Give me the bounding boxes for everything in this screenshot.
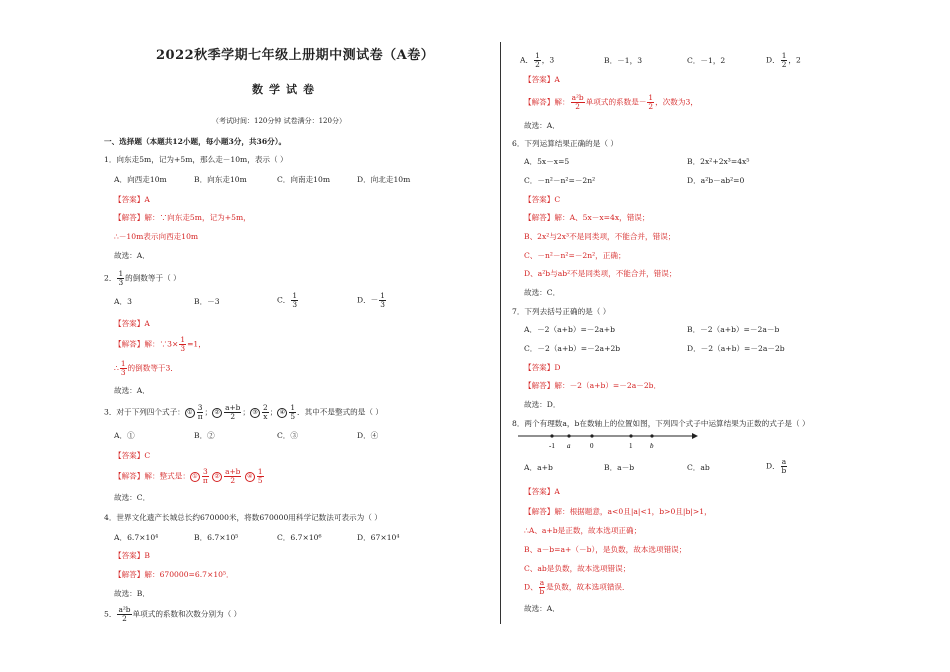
q3-option-a: A．① <box>114 431 135 440</box>
q8-analysis-5: D、 $\frac{a}{b}$ 是负数，故本选项错误． <box>524 578 630 596</box>
q5-analysis: 【解答】解： $\frac{\text{a²b}}{2}$ 单项式的系数是－ $\frac{1}{2}$ ，次数为3， <box>524 93 698 111</box>
q4-analysis: 【解答】解：670000=6.7×10⁵． <box>114 570 234 579</box>
q6-analysis-3: C、－n²－n²=－2n²，正确； <box>524 251 626 260</box>
tick-one <box>629 434 632 437</box>
q2-analysis: 【解答】解：∵3× $\frac{1}{3}$ =1， <box>114 335 206 353</box>
q6-analysis-2: B、2x²与2x³不是同类项，不能合并，错误； <box>524 232 676 241</box>
q8-option-c: C．ab <box>687 463 710 472</box>
number-line-arrow <box>692 433 698 439</box>
exam-meta: （考试时间：120分钟 试卷满分：120分） <box>212 117 346 125</box>
q4-option-a: A．6.7×10⁴ <box>114 533 159 542</box>
label-one: 1 <box>629 442 633 450</box>
q4-answer: 【答案】B <box>114 551 150 560</box>
q6-option-a: A．5x－x=5 <box>524 157 570 166</box>
q8-analysis: 【解答】解：根据题意，a<0且|a|<1，b>0且|b|>1， <box>524 507 712 516</box>
q5-answer: 【答案】A <box>524 75 560 84</box>
q1-stem: 1．向东走5m，记为+5m，那么走－10m，表示（ ） <box>104 155 288 164</box>
label-b: b <box>650 442 654 450</box>
label-a: a <box>567 442 571 450</box>
q2-option-d: D．－ $\frac{1}{3}$ <box>357 291 385 309</box>
q8-analysis-4: C、ab是负数，故本选项错误； <box>524 564 631 573</box>
q8-stem: 8．两个有理数a，b在数轴上的位置如图，下列四个式子中运算结果为正数的式子是（ ） <box>512 419 810 428</box>
q3-stem: 3．对于下列四个式子： ① $\frac{3}{\pi}$ ； ② $\frac{a+b}{2}$ ； ③ $\frac{2}{x}$ ； ④ $\frac{1}{5}$ ．其中不是整式的是（ ） <box>104 403 383 421</box>
q5-option-b: B．－1，3 <box>604 56 643 65</box>
q7-conclusion: 故选：D． <box>524 400 561 409</box>
q1-analysis: 【解答】解：∵向东走5m，记为+5m， <box>114 213 251 222</box>
q6-option-b: B．2x²+2x³=4x⁵ <box>687 157 750 166</box>
label-zero: 0 <box>590 442 594 450</box>
column-divider <box>500 42 501 624</box>
q4-option-b: B．6.7×10⁵ <box>194 533 239 542</box>
tick-a <box>567 434 570 437</box>
q2-option-a: A．3 <box>114 297 132 306</box>
q5-option-c: C．－1，2 <box>687 56 726 65</box>
q8-option-b: B．a－b <box>604 463 635 472</box>
q5-conclusion: 故选：A． <box>524 121 560 130</box>
q3-option-c: C．③ <box>277 431 298 440</box>
q8-analysis-3: B、a－b=a+（－b），是负数，故本选项错误； <box>524 545 687 554</box>
q6-analysis: 【解答】解：A、5x－x=4x，错误； <box>524 213 650 222</box>
q3-answer: 【答案】C <box>114 451 151 460</box>
q1-answer: 【答案】A <box>114 195 150 204</box>
q3-conclusion: 故选：C． <box>114 493 151 502</box>
q8-conclusion: 故选：A． <box>524 604 560 613</box>
label-minus-one: -1 <box>549 442 555 450</box>
q8-option-d: D． $\frac{a}{b}$ <box>766 457 787 475</box>
q1-option-d: D．向北走10m <box>357 175 411 184</box>
q7-option-d: D．－2（a+b）=－2a－2b <box>687 344 785 353</box>
q1-option-c: C．向南走10m <box>277 175 331 184</box>
q7-option-a: A．－2（a+b）=－2a+b <box>524 325 615 334</box>
q8-analysis-2: ∴A、a+b是正数，故本选项正确； <box>524 526 642 535</box>
q7-analysis: 【解答】解：－2（a+b）=－2a－2b． <box>524 381 662 390</box>
q4-conclusion: 故选：B． <box>114 589 150 598</box>
q2-stem: 2． $\frac{1}{3}$ 的倒数等于（ ） <box>104 269 181 287</box>
q4-stem: 4．世界文化遗产长城总长约670000米，将数670000用科学记数法可表示为（ ） <box>104 513 382 522</box>
fraction-one-third: $\frac{1}{3}$ <box>118 269 124 287</box>
q4-option-c: C．6.7×10⁶ <box>277 533 322 542</box>
q8-answer: 【答案】A <box>524 487 560 496</box>
q2-option-c: C． $\frac{1}{3}$ <box>277 291 298 309</box>
q1-option-a: A．向西走10m <box>114 175 167 184</box>
q7-stem: 7．下列去括号正确的是（ ） <box>512 307 611 316</box>
q5-stem: 5． $\frac{\text{a²b}}{2}$ 单项式的系数和次数分别为（ ） <box>104 605 242 623</box>
q6-answer: 【答案】C <box>524 195 561 204</box>
q2-answer: 【答案】A <box>114 319 150 328</box>
page-subtitle: 数学试卷 <box>252 83 320 96</box>
q3-analysis: 【解答】解：整式是： ① $\frac{3}{\pi}$ ② $\frac{a+b}{2}$ ④ $\frac{1}{5}$ <box>114 467 263 485</box>
q2-option-b: B．－3 <box>194 297 220 306</box>
q6-analysis-4: D、a²b与ab²不是同类项，不能合并，错误； <box>524 269 677 278</box>
q1-conclusion: 故选：A． <box>114 251 150 260</box>
q7-option-b: B．－2（a+b）=－2a－b <box>687 325 780 334</box>
q8-option-a: A．a+b <box>524 463 553 472</box>
tick-minus-one <box>550 434 553 437</box>
section-heading: 一、选择题（本题共12小题，每小题3分，共36分）。 <box>104 137 287 146</box>
q6-option-c: C．－n²－n²=－2n² <box>524 176 596 185</box>
tick-zero <box>590 434 593 437</box>
q5-option-d: D． $\frac{1}{2}$ ，2 <box>766 51 801 69</box>
number-line <box>518 430 698 452</box>
q4-option-d: D．67×10⁴ <box>357 533 400 542</box>
q3-option-d: D．④ <box>357 431 379 440</box>
q1-analysis-2: ∴－10m表示向西走10m <box>114 232 199 241</box>
q1-option-b: B．向东走10m <box>194 175 247 184</box>
page-title: 2022秋季学期七年级上册期中测试卷（A卷） <box>156 48 435 63</box>
q6-conclusion: 故选：C． <box>524 288 561 297</box>
q6-option-d: D．a²b－ab²=0 <box>687 176 745 185</box>
q7-answer: 【答案】D <box>524 363 561 372</box>
q3-option-b: B．② <box>194 431 215 440</box>
tick-b <box>650 434 653 437</box>
q5-option-a: A． $\frac{1}{2}$ ，3 <box>520 51 555 69</box>
q2-analysis-2: ∴ $\frac{1}{3}$ 的倒数等于3． <box>114 359 178 377</box>
q2-conclusion: 故选：A． <box>114 386 150 395</box>
q6-stem: 6．下列运算结果正确的是（ ） <box>512 139 618 148</box>
q7-option-c: C．－2（a+b）=－2a+2b <box>524 344 621 353</box>
